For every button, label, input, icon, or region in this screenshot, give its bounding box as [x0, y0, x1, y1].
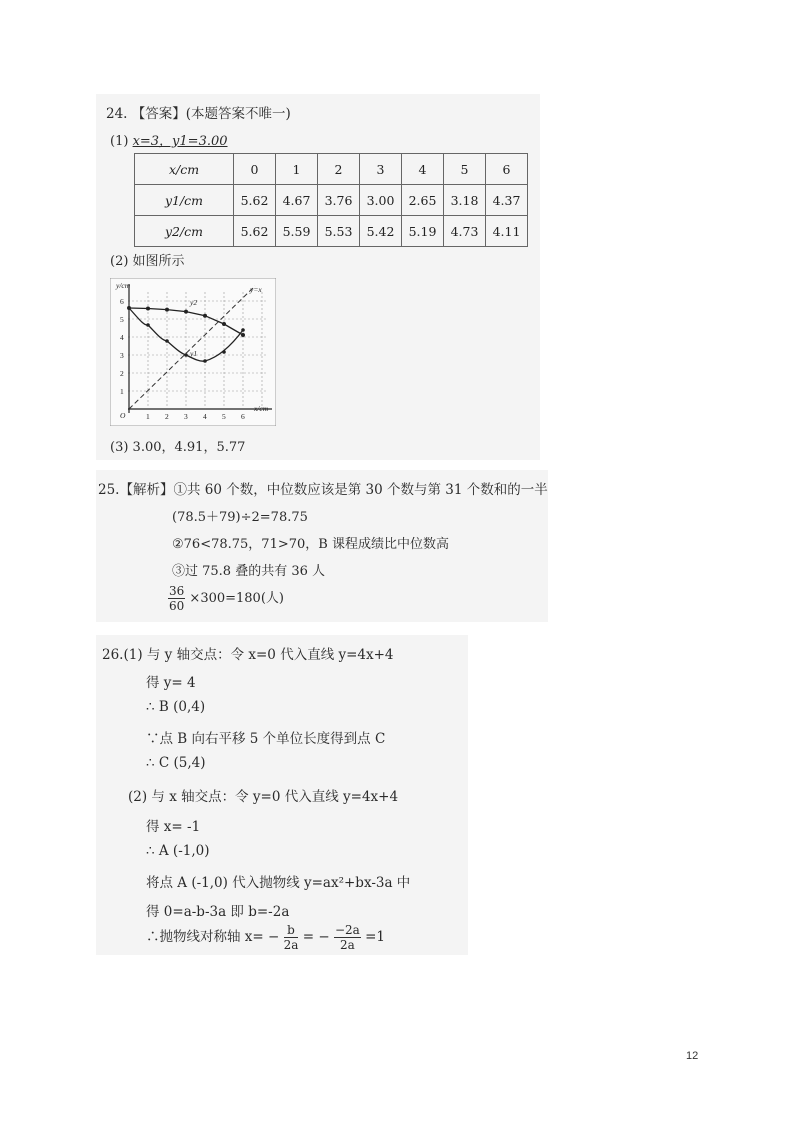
- table-cell: 5.59: [276, 216, 318, 247]
- x-tick-label: 6: [241, 412, 245, 421]
- x-tick-label: 5: [222, 412, 226, 421]
- table-cell: 5.53: [318, 216, 360, 247]
- table-cell: 4.73: [444, 216, 486, 247]
- origin-label: O: [120, 411, 126, 420]
- q25-line3: ②76<78.75，71>70，B 课程成绩比中位数高: [172, 537, 449, 552]
- q26-line11-prefix: ∴抛物线对称轴 x= −: [146, 929, 280, 945]
- q26-line4: ∵点 B 向右平移 5 个单位长度得到点 C: [146, 731, 386, 747]
- q26-line7: 得 x= -1: [146, 819, 201, 835]
- table-cell: 4.37: [486, 185, 528, 216]
- table-cell: 3.00: [360, 185, 402, 216]
- table-cell: 1: [276, 154, 318, 185]
- fraction-denominator: 60: [169, 599, 185, 613]
- y-tick-label: 3: [120, 351, 124, 360]
- q26-line11-mid: = −: [302, 929, 330, 945]
- q25-line5: [168, 584, 284, 613]
- q26-line1: 26.(1) 与 y 轴交点：令 x=0 代入直线 y=4x+4: [102, 647, 394, 663]
- q26-line2: 得 y= 4: [146, 675, 196, 691]
- q24-graph: [110, 278, 276, 426]
- table-cell: 3.18: [444, 185, 486, 216]
- q26-line6: (2) 与 x 轴交点：令 y=0 代入直线 y=4x+4: [128, 789, 399, 805]
- table-cell: 5.62: [234, 216, 276, 247]
- table-row: [135, 185, 528, 216]
- q26-line11: [146, 923, 385, 952]
- x-tick-label: 2: [165, 412, 169, 421]
- x-axis-label: x/cm: [254, 404, 269, 413]
- curve-y1-label: y1: [190, 349, 198, 358]
- answer-25-scan: [96, 470, 548, 622]
- answer-24-scan: [96, 94, 540, 460]
- fraction-numerator: b: [284, 923, 299, 938]
- y-axis-label: y/cm: [116, 281, 131, 290]
- q26-line10: 得 0=a-b-3a 即 b=-2a: [146, 904, 290, 920]
- answer-26-scan: [96, 635, 468, 955]
- fraction-denominator: 2a: [339, 938, 355, 952]
- y-tick-label: 5: [120, 315, 124, 324]
- fraction-denominator: 2a: [283, 938, 299, 952]
- q26-line3: ∴ B (0,4): [146, 699, 206, 715]
- table-cell: 3: [360, 154, 402, 185]
- q24-part3: (3) 3.00，4.91，5.77: [110, 440, 246, 455]
- table-cell: 3.76: [318, 185, 360, 216]
- curve-y2-label: y2: [190, 298, 198, 307]
- table-cell: 4.11: [486, 216, 528, 247]
- table-cell: 5: [444, 154, 486, 185]
- y-tick-label: 6: [120, 297, 124, 306]
- y-tick-label: 4: [120, 333, 124, 342]
- q24-part1-text: x=3，y1=3.00: [132, 134, 228, 149]
- x-tick-label: 4: [203, 412, 207, 421]
- x-tick-label: 3: [184, 412, 188, 421]
- table-cell: 2: [318, 154, 360, 185]
- table-header-cell: x/cm: [135, 154, 234, 185]
- x-tick-label: 1: [146, 412, 150, 421]
- q24-header: 24. 【答案】(本题答案不唯一): [106, 106, 291, 122]
- q25-fraction: [168, 584, 185, 613]
- y-tick-label: 1: [120, 387, 124, 396]
- q26-line8: ∴ A (-1,0): [146, 843, 210, 859]
- table-header-cell: y1/cm: [135, 185, 234, 216]
- table-cell: 2.65: [402, 185, 444, 216]
- table-cell: 5.42: [360, 216, 402, 247]
- q26-fraction-1: [284, 923, 299, 952]
- q24-value-table: [134, 153, 528, 247]
- q26-fraction-2: [334, 923, 361, 952]
- fraction-numerator: −2a: [334, 923, 360, 937]
- table-cell: 0: [234, 154, 276, 185]
- table-row: [135, 216, 528, 247]
- q26-line9: 将点 A (-1,0) 代入抛物线 y=ax²+bx-3a 中: [146, 875, 411, 891]
- line-label: y=x: [250, 285, 262, 294]
- table-cell: 5.19: [402, 216, 444, 247]
- q26-line11-end: =1: [365, 929, 385, 945]
- q26-line5: ∴ C (5,4): [146, 755, 206, 771]
- table-cell: 5.62: [234, 185, 276, 216]
- q25-line2: (78.5＋79)÷2=78.75: [172, 510, 308, 525]
- y-tick-label: 2: [120, 369, 124, 378]
- table-cell: 4.67: [276, 185, 318, 216]
- table-row: [135, 154, 528, 185]
- table-cell: 4: [402, 154, 444, 185]
- q24-part2: (2) 如图所示: [110, 254, 185, 269]
- q24-part1-label: (1): [110, 134, 129, 149]
- page-number: 12: [686, 1050, 699, 1062]
- table-cell: 6: [486, 154, 528, 185]
- q25-line4: ③过 75.8 叠的共有 36 人: [172, 564, 326, 579]
- q25-line1: 25.【解析】①共 60 个数，中位数应该是第 30 个数与第 31 个数和的一半: [98, 482, 548, 498]
- table-header-cell: y2/cm: [135, 216, 234, 247]
- fraction-numerator: 36: [169, 584, 185, 598]
- q25-line5-rest: ×300=180(人): [189, 591, 284, 606]
